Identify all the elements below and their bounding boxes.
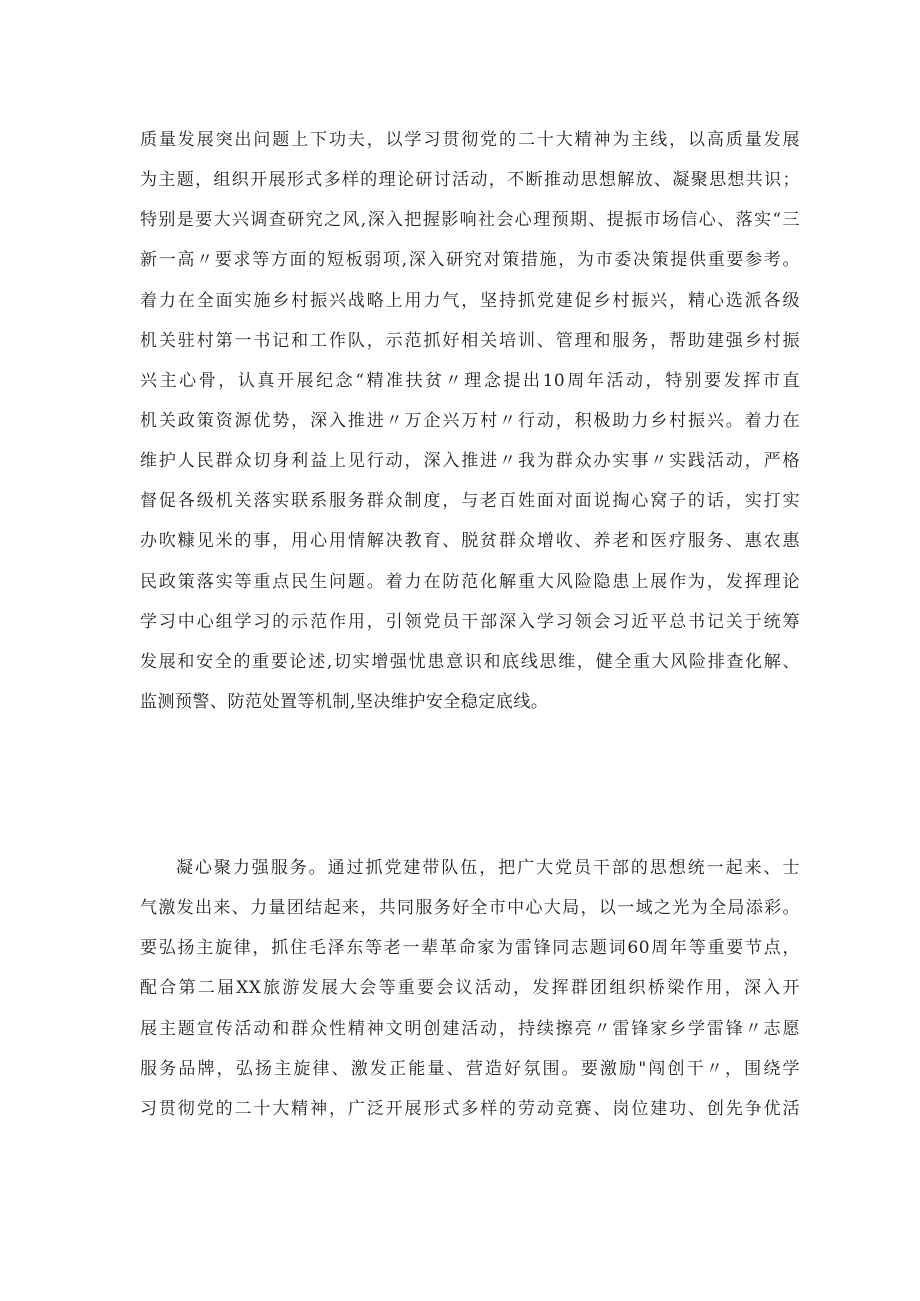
paragraph-line: 监测预警、防范处置等机制,坚决维护安全稳定底线。 — [140, 691, 549, 712]
paragraph-line: 为主题，组织开展形式多样的理论研讨活动，不断推动思想解放、凝聚思想共识； — [140, 170, 800, 191]
paragraph-line: 着力在全面实施乡村振兴战略上用力气，坚持抓党建促乡村振兴，精心选派各级 — [140, 290, 800, 311]
paragraph-line: 凝心聚力强服务。通过抓党建带队伍，把广大党员干部的思想统一起来、士 — [176, 858, 800, 878]
paragraph-line: 要弘扬主旋律，抓住毛泽东等老一辈革命家为雷锋同志题词60周年等重要节点， — [140, 938, 800, 959]
paragraph-line: 质量发展突出问题上下功夫，以学习贯彻党的二十大精神为主线，以高质量发展 — [140, 130, 800, 150]
paragraph-line: 特别是要大兴调查研究之风,深入把握影响社会心理预期、提振市场信心、落实“三 — [140, 210, 800, 231]
paragraph-line: 发展和安全的重要论述,切实增强忧患意识和底线思维，健全重大风险排查化解、 — [140, 651, 800, 672]
paragraph-line: 督促各级机关落实联系服务群众制度，与老百姓面对面说掏心窝子的话，实打实 — [140, 491, 800, 512]
paragraph-line: 机关政策资源优势，深入推进〃万企兴万村〃行动，积极助力乡村振兴。着力在 — [140, 410, 800, 431]
paragraph-line: 办吹糠见米的事，用心用情解决教育、脱贫群众增收、养老和医疗服务、惠农惠 — [140, 531, 800, 552]
paragraph-line: 民政策落实等重点民生问题。着力在防范化解重大风险隐患上展作为，发挥理论 — [140, 571, 800, 592]
paragraph-line: 气激发出来、力量团结起来，共同服务好全市中心大局，以一域之光为全局添彩。 — [140, 898, 800, 919]
paragraph-line: 维护人民群众切身利益上见行动，深入推进〃我为群众办实事〃实践活动，严格 — [140, 451, 800, 472]
paragraph-line: 新一高〃要求等方面的短板弱项,深入研究对策措施，为市委决策提供重要参考。 — [140, 250, 800, 271]
paragraph-line: 配合第二届XX旅游发展大会等重要会议活动，发挥群团组织桥梁作用，深入开 — [140, 978, 800, 999]
paragraph-1 — [140, 120, 800, 722]
paragraph-line: 兴主心骨，认真开展纪念“精准扶贫〃理念提出10周年活动，特别要发挥市直 — [140, 370, 800, 391]
paragraph-line: 机关驻村第一书记和工作队，示范抓好相关培训、管理和服务，帮助建强乡村振 — [140, 330, 800, 351]
paragraph-line: 习贯彻党的二十大精神，广泛开展形式多样的劳动竞赛、岗位建功、创先争优活 — [140, 1098, 800, 1119]
paragraph-line: 展主题宣传活动和群众性精神文明创建活动，持续擦亮〃雷锋家乡学雷锋〃志愿 — [140, 1018, 800, 1039]
paragraph-line: 学习中心组学习的示范作用，引领党员干部深入学习领会习近平总书记关于统筹 — [140, 611, 800, 632]
paragraph-line: 服务品牌，弘扬主旋律、激发正能量、营造好氛围。要激励"闯创干〃，围绕学 — [140, 1058, 800, 1079]
paragraph-2 — [140, 848, 800, 1129]
